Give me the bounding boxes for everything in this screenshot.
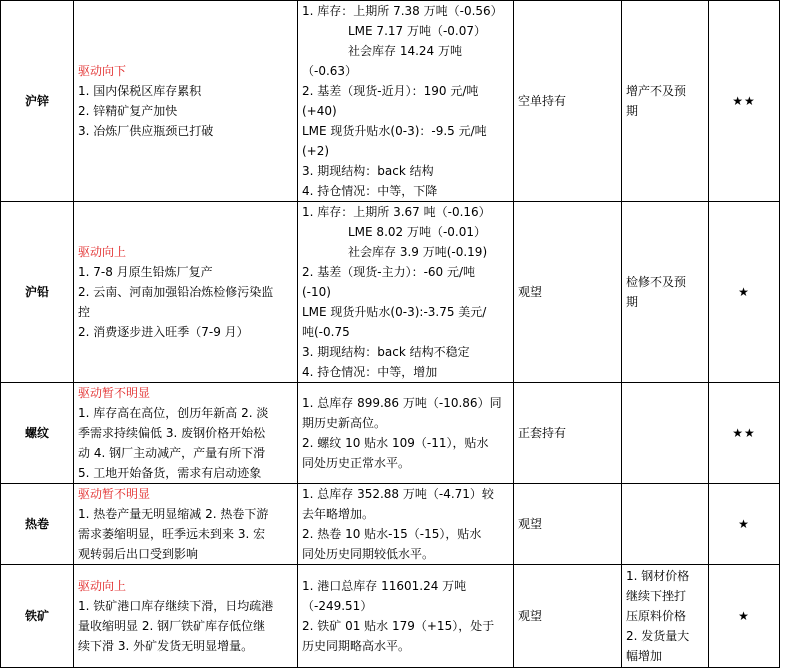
- driver-line: 1. 铁矿港口库存继续下滑，日均疏港: [78, 599, 274, 613]
- data-line: (+2): [302, 144, 330, 158]
- data-line: LME 现货升贴水(0-3):-3.75 美元/: [302, 305, 487, 319]
- data-cell: [298, 565, 514, 668]
- strategy-cell: 正套持有: [514, 383, 622, 484]
- star-rating: ★: [709, 565, 780, 668]
- data-line: 2. 螺纹 10 贴水 109（-11），贴水: [302, 436, 489, 450]
- risk-line: 期: [626, 104, 639, 118]
- data-line: 4. 持仓情况：中等，下降: [302, 184, 438, 198]
- strategy-cell: 空单持有: [514, 1, 622, 202]
- data-line: 1. 库存：上期所 7.38 万吨（-0.56）: [302, 4, 503, 18]
- data-line: 1. 总库存 899.86 万吨（-10.86）同: [302, 396, 502, 410]
- driver-line: 2. 消费逐步进入旺季（7-9 月）: [78, 325, 249, 339]
- driver-line: 季需求持续偏低 3. 废钢价格开始松: [78, 426, 266, 440]
- star-rating: ★★: [709, 383, 780, 484]
- driver-direction: 驱动向上: [78, 245, 127, 259]
- star-rating: ★: [709, 484, 780, 565]
- driver-direction: 驱动暂不明显: [78, 487, 151, 501]
- risk-line: 增产不及预: [626, 84, 687, 98]
- table-row: [1, 383, 780, 484]
- table-row: [1, 565, 780, 668]
- star-rating: ★: [709, 202, 780, 383]
- driver-direction: 驱动向下: [78, 64, 127, 78]
- data-cell: [298, 1, 514, 202]
- data-line: (-10): [302, 285, 331, 299]
- data-line: LME 现货升贴水(0-3)：-9.5 元/吨: [302, 124, 487, 138]
- data-line: LME 8.02 万吨（-0.01）: [348, 225, 487, 239]
- commodity-name: 螺纹: [1, 383, 74, 484]
- driver-line: 3. 冶炼厂供应瓶颈已打破: [78, 124, 214, 138]
- driver-line: 1. 热卷产量无明显缩减 2. 热卷下游: [78, 507, 269, 521]
- data-line: 2. 热卷 10 贴水-15（-15），贴水: [302, 527, 482, 541]
- drivers-cell: [74, 1, 298, 202]
- drivers-cell: [74, 383, 298, 484]
- risk-cell: [622, 1, 709, 202]
- data-line: 4. 持仓情况：中等，增加: [302, 365, 438, 379]
- data-line: 2. 基差（现货-主力）：-60 元/吨: [302, 265, 476, 279]
- star-rating: ★★: [709, 1, 780, 202]
- data-line: 同处历史正常水平。: [302, 456, 411, 470]
- data-line: (+40): [302, 104, 337, 118]
- driver-direction: 驱动暂不明显: [78, 386, 151, 400]
- table-row: [1, 202, 780, 383]
- data-line: 3. 期现结构：back 结构不稳定: [302, 345, 470, 359]
- strategy-cell: 观望: [514, 202, 622, 383]
- driver-line: 量收缩明显 2. 钢厂铁矿库存低位继: [78, 619, 266, 633]
- driver-line: 动 4. 钢厂主动减产，产量有所下滑: [78, 446, 266, 460]
- driver-line: 控: [78, 305, 91, 319]
- driver-line: 需求萎缩明显，旺季远未到来 3. 宏: [78, 527, 266, 541]
- risk-line: 1. 钢材价格: [626, 569, 690, 583]
- commodity-name: 热卷: [1, 484, 74, 565]
- data-line: 同处历史同期较低水平。: [302, 547, 435, 561]
- data-line: 1. 库存：上期所 3.67 吨（-0.16）: [302, 205, 491, 219]
- driver-line: 5. 工地开始备货，需求有启动迹象: [78, 466, 262, 480]
- risk-cell: [622, 383, 709, 484]
- risk-line: 期: [626, 295, 639, 309]
- risk-line: 压原料价格: [626, 609, 687, 623]
- data-cell: [298, 202, 514, 383]
- data-line: 1. 总库存 352.88 万吨（-4.71）较: [302, 487, 494, 501]
- drivers-cell: [74, 484, 298, 565]
- driver-line: 观转弱后出口受到影响: [78, 547, 199, 561]
- data-line: 2. 铁矿 01 贴水 179（+15），处于: [302, 619, 495, 633]
- commodity-name: 铁矿: [1, 565, 74, 668]
- strategy-cell: 观望: [514, 565, 622, 668]
- data-line: 社会库存 3.9 万吨(-0.19): [348, 245, 488, 259]
- data-line: 3. 期现结构：back 结构: [302, 164, 434, 178]
- table-row: [1, 1, 780, 202]
- table-row: [1, 484, 780, 565]
- driver-line: 续下滑 3. 外矿发货无明显增量。: [78, 639, 254, 653]
- data-line: （-0.63）: [302, 64, 358, 78]
- risk-cell: [622, 565, 709, 668]
- risk-line: 幅增加: [626, 649, 663, 663]
- data-line: LME 7.17 万吨（-0.07）: [348, 24, 487, 38]
- driver-line: 1. 国内保税区库存累积: [78, 84, 202, 98]
- data-line: 社会库存 14.24 万吨: [348, 44, 462, 58]
- data-cell: [298, 383, 514, 484]
- drivers-cell: [74, 565, 298, 668]
- driver-line: 1. 7-8 月原生铅炼厂复产: [78, 265, 213, 279]
- risk-cell: [622, 202, 709, 383]
- risk-line: 继续下挫打: [626, 589, 687, 603]
- driver-line: 2. 云南、河南加强铅冶炼检修污染监: [78, 285, 274, 299]
- driver-line: 2. 锌精矿复产加快: [78, 104, 178, 118]
- strategy-cell: 观望: [514, 484, 622, 565]
- data-line: 2. 基差（现货-近月）：190 元/吨: [302, 84, 479, 98]
- data-line: 历史同期略高水平。: [302, 639, 411, 653]
- driver-direction: 驱动向上: [78, 579, 127, 593]
- data-line: 期历史新高位。: [302, 416, 387, 430]
- commodity-name: 沪铅: [1, 202, 74, 383]
- data-line: 去年略增加。: [302, 507, 375, 521]
- data-line: 1. 港口总库存 11601.24 万吨: [302, 579, 467, 593]
- risk-cell: [622, 484, 709, 565]
- driver-line: 1. 库存高在高位，创历年新高 2. 淡: [78, 406, 269, 420]
- risk-line: 2. 发货量大: [626, 629, 690, 643]
- drivers-cell: [74, 202, 298, 383]
- commodity-name: 沪锌: [1, 1, 74, 202]
- risk-line: 检修不及预: [626, 275, 687, 289]
- data-line: （-249.51）: [302, 599, 373, 613]
- data-line: 吨(-0.75: [302, 325, 350, 339]
- data-cell: [298, 484, 514, 565]
